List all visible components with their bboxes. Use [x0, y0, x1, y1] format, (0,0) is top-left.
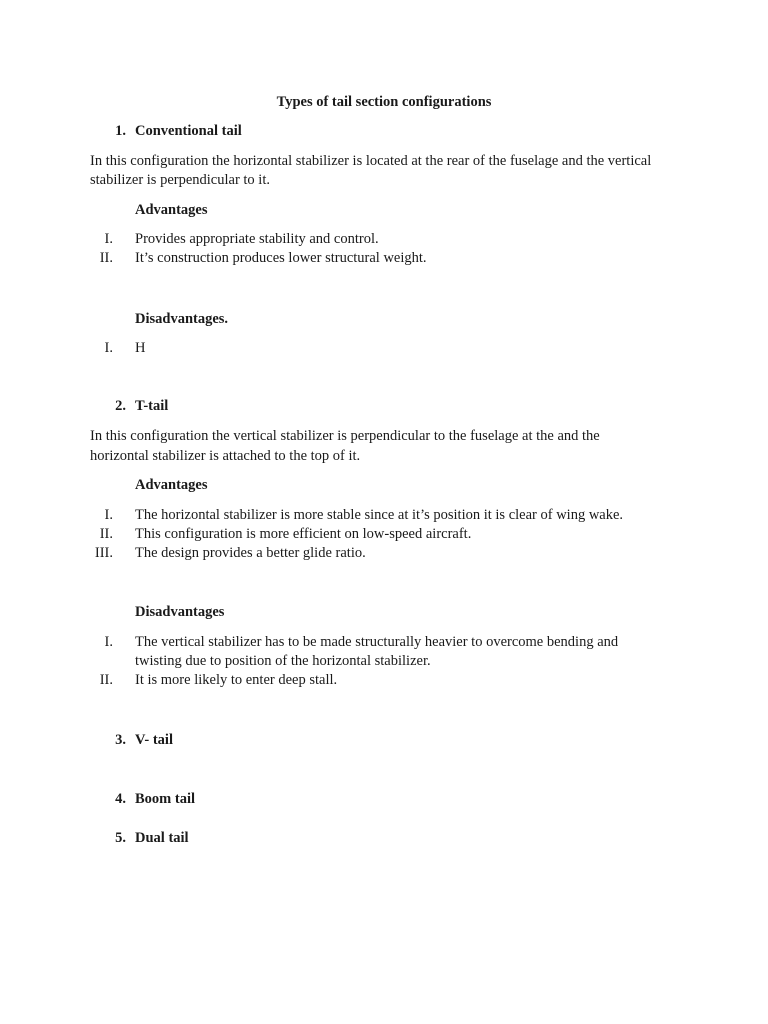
- disadvantages-heading: Disadvantages.: [135, 311, 229, 327]
- list-item: The design provides a better glide ratio.: [135, 545, 366, 561]
- section-number: 2.: [115, 398, 126, 414]
- list-number: III.: [94, 545, 113, 561]
- section-number: 1.: [115, 123, 126, 139]
- advantages-heading: Advantages: [135, 202, 208, 218]
- list-number: I.: [104, 231, 113, 247]
- section-heading-boom-tail: Boom tail: [135, 791, 196, 807]
- section-heading-t-tail: T-tail: [135, 398, 169, 414]
- list-number: II.: [99, 672, 113, 688]
- paragraph-line: horizontal stabilizer is attached to the top of it.: [90, 448, 361, 464]
- list-number: I.: [104, 340, 113, 356]
- list-number: I.: [104, 507, 113, 523]
- document-title: Types of tail section configurations: [276, 94, 492, 110]
- list-item: Provides appropriate stability and control.: [135, 231, 379, 247]
- list-item: This configuration is more efficient on low-speed aircraft.: [135, 526, 472, 542]
- list-number: I.: [104, 634, 113, 650]
- list-item: H: [135, 340, 146, 356]
- list-item: The horizontal stabilizer is more stable since at it’s position it is clear of wing wake.: [135, 507, 624, 523]
- list-item: The vertical stabilizer has to be made structurally heavier to overcome bending and: [135, 634, 619, 650]
- disadvantages-heading: Disadvantages: [135, 604, 225, 620]
- paragraph-line: In this configuration the vertical stabilizer is perpendicular to the fuselage at the and the: [90, 428, 600, 444]
- list-number: II.: [99, 526, 113, 542]
- section-number: 3.: [115, 732, 126, 748]
- advantages-heading: Advantages: [135, 477, 208, 493]
- section-heading-dual-tail: Dual tail: [135, 830, 189, 846]
- section-number: 4.: [115, 791, 126, 807]
- paragraph-line: In this configuration the horizontal stabilizer is located at the rear of the fuselage and the vertical: [90, 153, 652, 169]
- list-number: II.: [99, 250, 113, 266]
- list-item: It’s construction produces lower structural weight.: [135, 250, 427, 266]
- list-item: It is more likely to enter deep stall.: [135, 672, 338, 688]
- paragraph-line: stabilizer is perpendicular to it.: [90, 172, 270, 188]
- section-heading-conventional-tail: Conventional tail: [135, 123, 242, 139]
- section-number: 5.: [115, 830, 126, 846]
- section-heading-v-tail: V- tail: [135, 732, 173, 748]
- list-item-continuation: twisting due to position of the horizontal stabilizer.: [135, 653, 431, 669]
